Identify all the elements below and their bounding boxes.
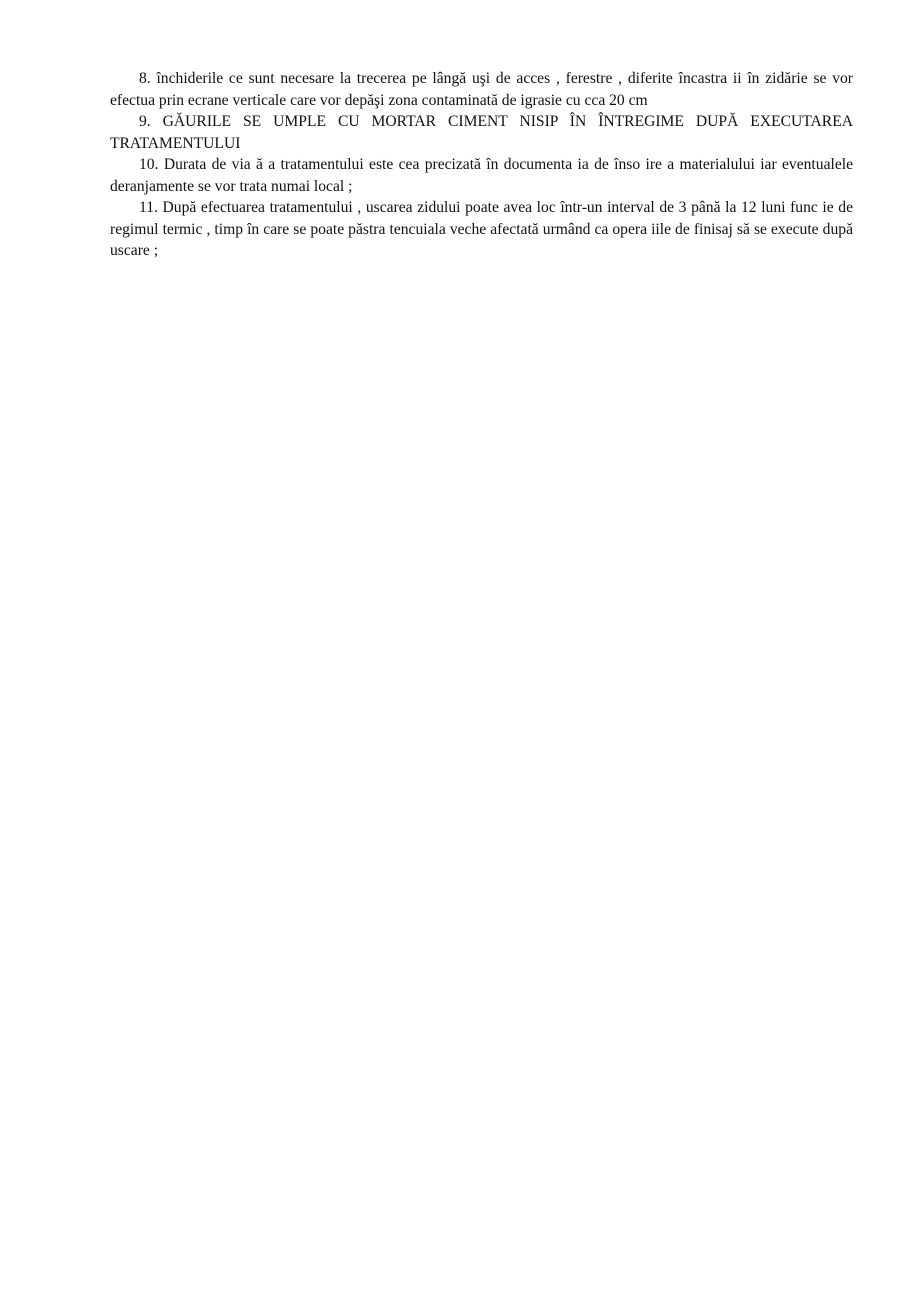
paragraph-10: 10. Durata de via ă a tratamentului este cea precizată în documenta ia de înso ire a materialului iar eventualele deranjamente se vor trata numai local ; <box>110 156 853 195</box>
document-body <box>110 68 853 262</box>
paragraph-9: 9. GĂURILE SE UMPLE CU MORTAR CIMENT NISIP ÎN ÎNTREGIME DUPĂ EXECUTAREA TRATAMENTULUI <box>110 113 853 152</box>
paragraph-8: 8. închiderile ce sunt necesare la trecerea pe lângă uşi de acces , ferestre , diferite încastra ii în zidărie se vor efectua prin ecrane verticale care vor depăşi zona contaminată de igrasie cu cca 20 cm <box>110 70 853 109</box>
paragraph-11: 11. După efectuarea tratamentului , uscarea zidului poate avea loc într-un interval de 3 până la 12 luni func ie de regimul termic , timp în care se poate păstra tencuiala veche afectată urmând ca opera iile de finisaj să se execute după uscare ; <box>110 199 853 259</box>
